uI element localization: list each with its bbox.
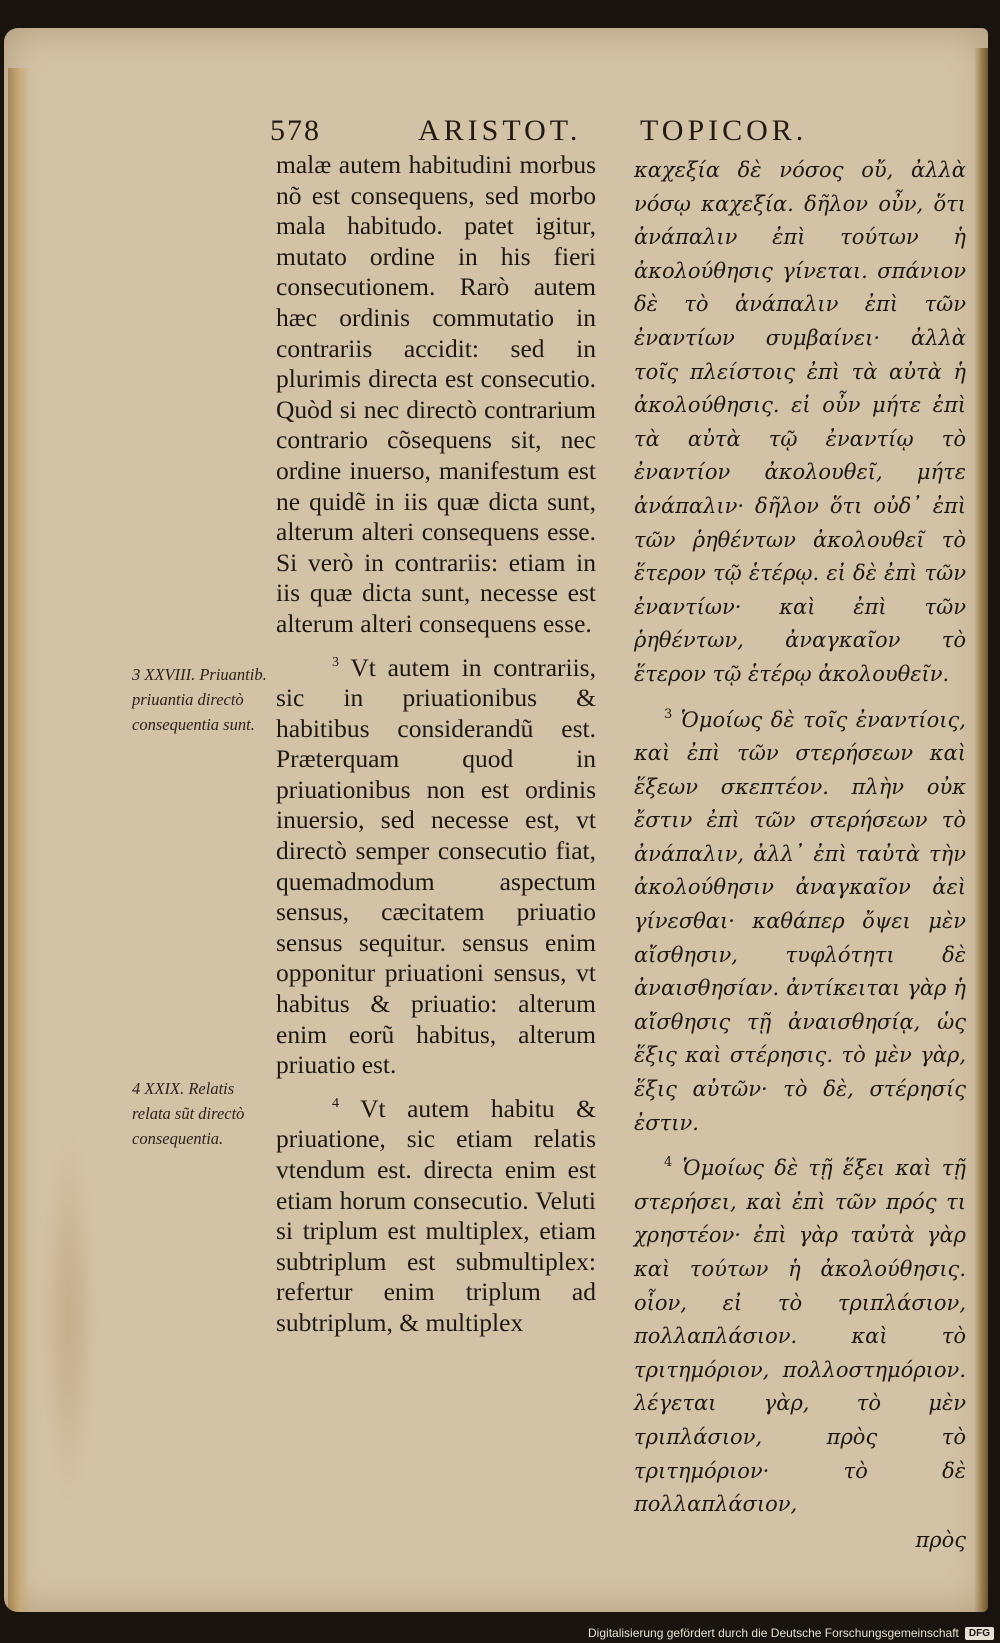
latin-paragraph-2-number: 3 xyxy=(332,654,339,670)
latin-paragraph-3 xyxy=(276,1089,596,1339)
latin-paragraph-2-text: Vt autem in contrariis, sic in priuationibus & habitibus considerandũ est. Præterquam quod in priuationibus non est ordinis inuersio, sed necesse est, vt directò semper consecutio fiat, quemadmodum aspectum sensus, cæcitatem priuatio sensus sequitur. sensus enim opponitur priuationi sensus, vt habitus & priuatio: alterum enim eorũ habitus, alterum priuatio est. xyxy=(276,652,596,1080)
greek-paragraph-1: καχεξία δὲ νόσος οὔ, ἀλλὰ νόσῳ καχεξία. δῆλον οὖν, ὅτι ἀνάπαλιν ἐπὶ τούτων ἡ ἀκολούθησις γίνεται. σπάνιον δὲ τὸ ἀνάπαλιν ἐπὶ τῶν ἐναντίων συμβαίνει· ἀλλὰ τοῖς πλείστοις ἐπὶ τὰ αὐτὰ ἡ ἀκολούθησις. εἰ οὖν μήτε ἐπὶ τὰ αὐτὰ τῷ ἐναντίῳ τὸ ἐναντίον ἀκολουθεῖ, μήτε ἀνάπαλιν· δῆλον ὅτι οὐδ᾽ ἐπὶ τῶν ῥηθέντων ἀκολουθεῖ τὸ ἕτερον τῷ ἑτέρῳ. εἰ δὲ ἐπὶ τῶν ἐναντίων· καὶ ἐπὶ τῶν ῥηθέντων, ἀναγκαῖον τὸ ἕτερον τῷ ἑτέρῳ ἀκολουθεῖν. xyxy=(634,158,966,686)
greek-column xyxy=(634,154,966,1557)
greek-paragraph-3-text: Ὁμοίως δὲ τῇ ἕξει καὶ τῇ στερήσει, καὶ ἐπὶ τῶν πρός τι χρηστέον· ἐπὶ γὰρ ταὐτὰ γὰρ καὶ τούτων ἡ ἀκολούθησις. οἷον, εἰ τὸ τριπλάσιον, πολλαπλάσιον. καὶ τὸ τριτημόριον, πολλοστημόριον. λέγεται γὰρ, τὸ μὲν τριπλάσιον, πρὸς τὸ τριτημόριον· τὸ δὲ πολλαπλάσιον, xyxy=(634,1156,966,1517)
greek-paragraph-2-number: 3 xyxy=(664,706,673,722)
greek-paragraph-3-number: 4 xyxy=(664,1155,673,1171)
running-title-left: ARISTOT. xyxy=(418,114,582,147)
page-edge-left xyxy=(8,68,30,1612)
latin-paragraph-1: malæ autem habitudini morbus nõ est consequens, sed morbo mala habitudo. patet igitur, mutato ordine in his fieri consecutionem. Rarò autem hæc ordinis commutatio in contrariis accidit: sed in plurimis directa est consecutio. Quòd si nec directò contrarium contrario cõsequens sit, nec ordine inuerso, manifestum est ne quidẽ in iis quæ dicta sunt, alterum alteri consequens esse. Si verò in contrariis: etiam in iis quæ dicta sunt, necesse est alterum alteri consequens esse. xyxy=(276,150,596,638)
page-number: 578 xyxy=(270,114,321,147)
greek-paragraph-3 xyxy=(634,1146,966,1522)
margin-note-29: 4 XXIX. Relatis relata sũt directò consequentia. xyxy=(132,1079,245,1148)
digitization-footer xyxy=(588,1626,994,1640)
catchword: πρὸς xyxy=(915,1527,966,1552)
paper-stain xyxy=(39,1128,99,1508)
dfg-logo: DFG xyxy=(965,1627,994,1640)
book-page xyxy=(4,28,988,1612)
greek-paragraph-2 xyxy=(634,698,966,1141)
footer-credit: Digitalisierung gefördert durch die Deutsche Forschungsgemeinschaft xyxy=(588,1626,959,1640)
latin-paragraph-3-text: Vt autem habitu & priuatione, sic etiam relatis vtendum est. directa enim est etiam horum consecutio. Veluti si triplum est multiplex, etiam subtriplum est submultiplex: refertur enim triplum ad subtriplum, & multiplex xyxy=(276,1093,596,1337)
page-edge-right xyxy=(974,48,988,1612)
latin-column xyxy=(276,150,596,1339)
running-title-right: TOPICOR. xyxy=(640,114,808,147)
greek-paragraph-2-text: Ὁμοίως δὲ τοῖς ἐναντίοις, καὶ ἐπὶ τῶν στερήσεων καὶ ἕξεων σκεπτέον. πλὴν οὐκ ἔστιν ἐπὶ τῶν στερήσεων τὸ ἀνάπαλιν, ἀλλ᾽ ἐπὶ ταὐτὰ τὴν ἀκολούθησιν ἀναγκαῖον ἀεὶ γίνεσθαι· καθάπερ ὄψει μὲν αἴσθησιν, τυφλότητι δὲ ἀναισθησίαν. ἀντίκειται γὰρ ἡ αἴσθησις τῇ ἀναισθησίᾳ, ὡς ἕξις καὶ στέρησις. τὸ μὲν γὰρ, ἕξις αὐτῶν· τὸ δὲ, στέρησίς ἐστιν. xyxy=(634,707,966,1135)
latin-paragraph-2 xyxy=(276,648,596,1081)
margin-note-28: 3 XXVIII. Priuantib. priuantia directò consequentia sunt. xyxy=(132,665,267,734)
latin-paragraph-3-number: 4 xyxy=(332,1095,339,1111)
